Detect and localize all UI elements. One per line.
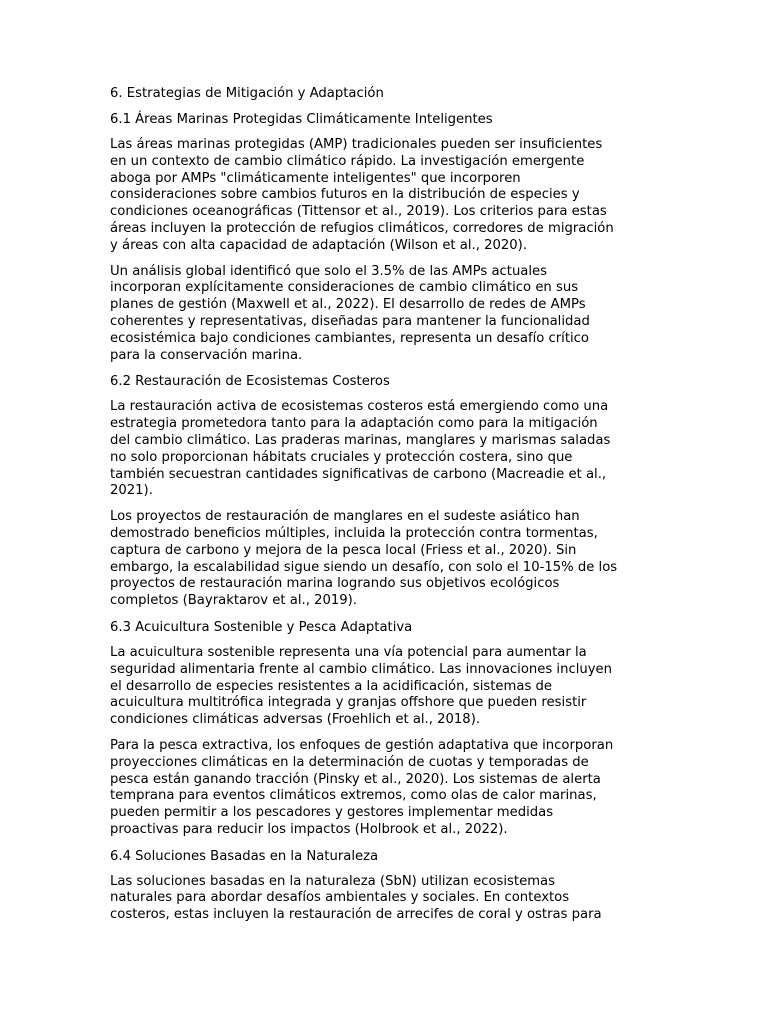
text-line: áreas incluyen la protección de refugios climáticos, corredores de migración (110, 220, 614, 236)
text-line: y áreas con alta capacidad de adaptación (Wilson et al., 2020). (110, 237, 528, 253)
subsection-heading (110, 619, 660, 636)
text-line: para la conservación marina. (110, 347, 303, 363)
text-line: captura de carbono y mejora de la pesca local (Friess et al., 2020). Sin (110, 542, 577, 558)
text-line: Las soluciones basadas en la naturaleza (SbN) utilizan ecosistemas (110, 873, 556, 889)
text-line: condiciones oceanográficas (Tittensor et al., 2019). Los criterios para estas (110, 204, 607, 220)
text-line: pueden permitir a los pescadores y gestores implementar medidas (110, 805, 554, 821)
text-line: Un análisis global identificó que solo el 3.5% de las AMPs actuales (110, 263, 548, 279)
text-line: aboga por AMPs "climáticamente inteligentes" que incorporen (110, 170, 521, 186)
text-line: costeros, estas incluyen la restauración de arrecifes de coral y ostras para (110, 907, 602, 923)
text-line: en un contexto de cambio climático rápido. La investigación emergente (110, 153, 585, 169)
text-line: 2021). (110, 483, 153, 499)
paragraph (110, 137, 660, 255)
text-line: estrategia prometedora tanto para la adaptación como para la mitigación (110, 416, 598, 432)
text-line: La restauración activa de ecosistemas costeros está emergiendo como una (110, 399, 609, 415)
subsection-heading (110, 848, 660, 865)
text-line: condiciones climáticas adversas (Froehlich et al., 2018). (110, 712, 481, 728)
text-line: proactivas para reducir los impactos (Holbrook et al., 2022). (110, 821, 508, 837)
text-line: el desarrollo de especies resistentes a la acidificación, sistemas de (110, 678, 553, 694)
text-line: consideraciones sobre cambios futuros en la distribución de especies y (110, 187, 580, 203)
paragraph (110, 264, 660, 365)
text-line: 6.1 Áreas Marinas Protegidas Climáticamente Inteligentes (110, 112, 493, 127)
text-line: no solo proporcionan hábitats cruciales y protección costera, sino que (110, 449, 573, 465)
text-line: Las áreas marinas protegidas (AMP) tradicionales pueden ser insuficientes (110, 137, 603, 152)
text-line: naturales para abordar desafíos ambientales y sociales. En contextos (110, 890, 570, 906)
section-heading (110, 85, 660, 102)
text-line: pesca están ganando tracción (Pinsky et al., 2020). Los sistemas de alerta (110, 771, 601, 787)
subsection-heading (110, 111, 660, 128)
text-line: proyecciones climáticas en la determinación de cuotas y temporadas de (110, 754, 589, 770)
text-line: La acuicultura sostenible representa una vía potencial para aumentar la (110, 644, 587, 660)
text-line: planes de gestión (Maxwell et al., 2022). El desarrollo de redes de AMPs (110, 297, 586, 313)
text-line: 6.3 Acuicultura Sostenible y Pesca Adaptativa (110, 619, 413, 635)
text-line: temprana para eventos climáticos extremos, como olas de calor marinas, (110, 788, 597, 804)
text-line: proyectos de restauración marina logrando sus objetivos ecológicos (110, 576, 560, 592)
text-line: Los proyectos de restauración de manglares en el sudeste asiático han (110, 509, 580, 525)
text-line: del cambio climático. Las praderas marinas, manglares y marismas saladas (110, 432, 611, 448)
document-page (110, 85, 660, 933)
subsection-heading (110, 373, 660, 390)
text-line: también secuestran cantidades significativas de carbono (Macreadie et al., (110, 466, 607, 482)
paragraph (110, 509, 660, 610)
text-line: 6. Estrategias de Mitigación y Adaptación (110, 86, 384, 101)
paragraph (110, 738, 660, 839)
text-line: 6.4 Soluciones Basadas en la Naturaleza (110, 848, 379, 864)
paragraph (110, 399, 660, 500)
text-line: 6.2 Restauración de Ecosistemas Costeros (110, 374, 390, 390)
text-line: acuicultura multitrófica integrada y granjas offshore que pueden resistir (110, 695, 587, 711)
text-line: demostrado beneficios múltiples, incluida la protección contra tormentas, (110, 525, 598, 541)
text-line: seguridad alimentaria frente al cambio climático. Las innovaciones incluyen (110, 661, 613, 677)
text-line: Para la pesca extractiva, los enfoques de gestión adaptativa que incorporan (110, 737, 614, 753)
text-line: embargo, la escalabilidad sigue siendo un desafío, con solo el 10-15% de los (110, 559, 618, 575)
text-line: ecosistémica bajo condiciones cambiantes, representa un desafío crítico (110, 330, 589, 346)
paragraph (110, 874, 660, 924)
text-line: coherentes y representativas, diseñadas para mantener la funcionalidad (110, 313, 590, 329)
text-line: incorporan explícitamente consideraciones de cambio climático en sus (110, 280, 579, 296)
paragraph (110, 645, 660, 729)
text-line: completos (Bayraktarov et al., 2019). (110, 593, 357, 609)
